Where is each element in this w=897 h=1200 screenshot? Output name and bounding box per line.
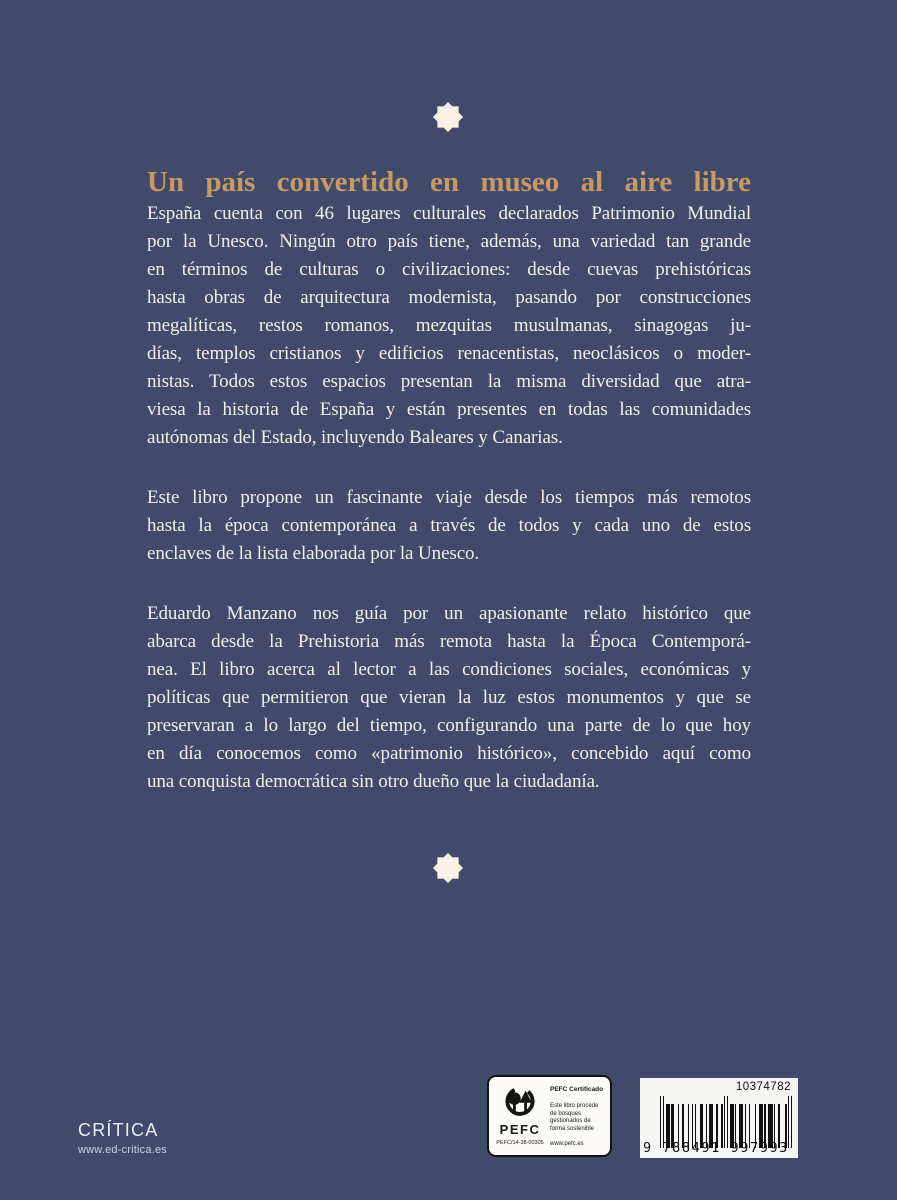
pefc-text-column <box>546 1082 606 1151</box>
text-line: Este libro propone un fascinante viaje desde los tiempos más remotos <box>147 487 751 508</box>
pefc-certification-label <box>487 1075 612 1157</box>
text-line: en términos de culturas o civilizaciones: desde cuevas prehistóricas <box>147 259 751 280</box>
text-line: autónomas del Estado, incluyendo Baleares y Canarias. <box>147 427 563 448</box>
barcode <box>640 1078 798 1158</box>
paragraph-2 <box>147 484 751 568</box>
page-title: Un país convertido en museo al aire libre <box>147 166 751 198</box>
pefc-trees-logo-icon <box>499 1084 541 1120</box>
text-line: nea. El libro acerca al lector a las condiciones sociales, económicas y <box>147 659 751 680</box>
publisher-website: www.ed-critica.es <box>78 1144 167 1156</box>
text-line: en día conocemos como «patrimonio histórico», concebido aquí como <box>147 743 751 764</box>
barcode-product-code: 10374782 <box>735 1081 791 1093</box>
text-line: hasta obras de arquitectura modernista, pasando por construcciones <box>147 287 751 308</box>
text-line: días, templos cristianos y edificios renacentistas, neoclásicos o moder- <box>147 343 751 364</box>
paragraph-3 <box>147 600 751 796</box>
pefc-logo-column <box>494 1082 546 1151</box>
text-line: hasta la época contemporánea a través de todos y cada uno de estos <box>147 515 751 536</box>
text-line: megalíticas, restos romanos, mezquitas musulmanas, sinagogas ju- <box>147 315 751 336</box>
pefc-heading: PEFC Certificado <box>550 1086 604 1093</box>
text-line: políticas que permitieron que vieran la luz estos monumentos y que se <box>147 687 751 708</box>
text-line: viesa la historia de España y están presentes en todas las comunidades <box>147 399 751 420</box>
pefc-logo-text: PEFC <box>499 1122 541 1137</box>
text-line: enclaves de la lista elaborada por la Unesco. <box>147 543 480 564</box>
publisher-logo: CRÍTICA <box>78 1120 159 1140</box>
pefc-website: www.pefc.es <box>550 1141 584 1147</box>
star-ornament-bottom-icon <box>429 849 467 887</box>
barcode-isbn-digits: 9 788491 997993 <box>643 1140 789 1156</box>
text-line: Eduardo Manzano nos guía por un apasionante relato histórico que <box>147 603 751 624</box>
text-line: nistas. Todos estos espacios presentan la misma diversidad que atra- <box>147 371 751 392</box>
text-line: España cuenta con 46 lugares culturales declarados Patrimonio Mundial <box>147 203 751 224</box>
text-line: preservaran a lo largo del tiempo, configurando una parte de lo que hoy <box>147 715 751 736</box>
pefc-description: Este libro procede de bosques gestionados de forma sostenible <box>550 1103 599 1132</box>
text-line: abarca desde la Prehistoria más remota hasta la Época Contemporá- <box>147 631 751 652</box>
pefc-license-code: PEFC/14-38-00305 <box>496 1140 544 1146</box>
paragraph-1 <box>147 200 751 452</box>
star-ornament-top-icon <box>429 98 467 136</box>
text-line: una conquista democrática sin otro dueño que la ciudadanía. <box>147 771 600 792</box>
back-cover-text <box>147 164 751 796</box>
publisher-block <box>78 1120 167 1156</box>
text-line: por la Unesco. Ningún otro país tiene, además, una variedad tan grande <box>147 231 751 252</box>
